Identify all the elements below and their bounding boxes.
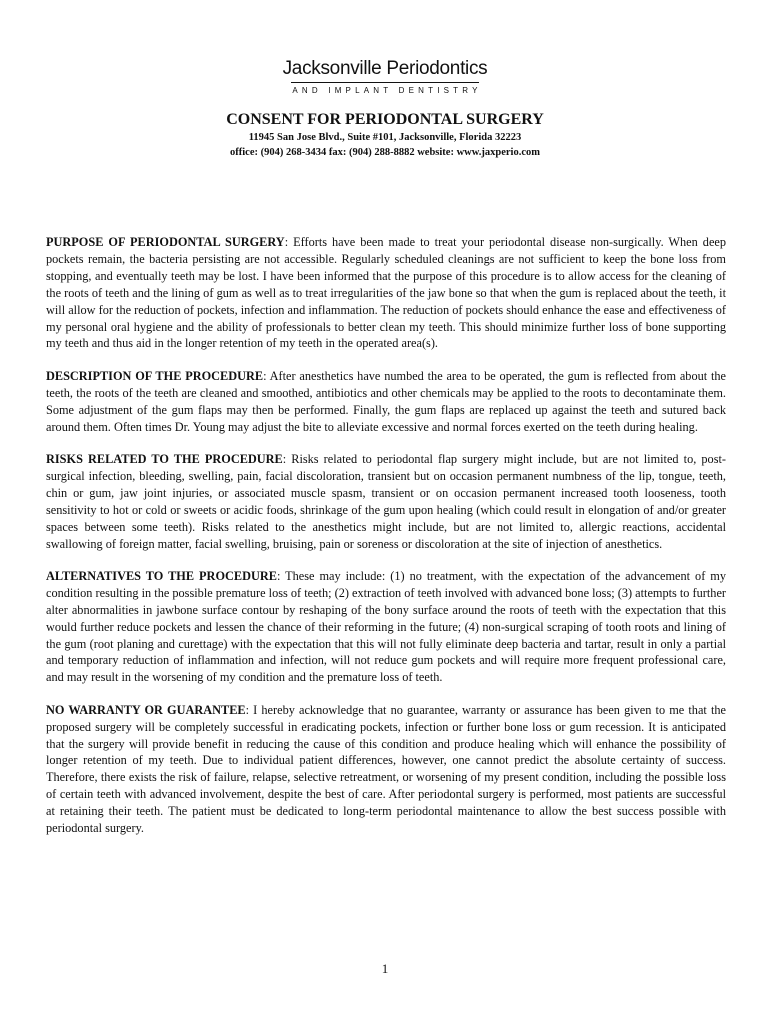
practice-contact: office: (904) 268-3434 fax: (904) 288-8882 website: www.jaxperio.com	[230, 147, 540, 158]
section-text: : After anesthetics have numbed the area to be operated, the gum is reflected from about the teeth, the roots of the teeth are cleaned and smoothed, antibiotics and other chemicals may be applied to the roots to decontaminate them. Some adjustment of the gum flaps may then be performed. Finally, the gum flaps are replaced up against the teeth and sutured back around them. Often times Dr. Young may adjust the bite to alleviate excessive and normal forces exerted on the teeth during healing.	[46, 368, 726, 434]
section-text: : I hereby acknowledge that no guarantee, warranty or assurance has been given to me that the proposed surgery will be completely successful in eradicating pockets, infection or further bone loss or gum recession. It is anticipated that the surgery will provide benefit in reducing the cause of this condition and produce healing which will enhance the possibility of longer retention of my teeth. Due to individual patient differences, however, one cannot predict the absolute certainty of success. Therefore, there exists the risk of failure, relapse, selective retreatment, or worsening of my present condition, including the possible loss of certain teeth with advanced involvement, despite the best of care. After periodontal surgery is performed, most patients are successful at retaining their teeth. The patient must be dedicated to long-term periodontal maintenance to allow the best success possible with periodontal surgery.	[46, 702, 726, 836]
section-alternatives	[46, 568, 726, 686]
section-heading: PURPOSE OF PERIODONTAL SURGERY	[46, 235, 285, 249]
section-heading: NO WARRANTY OR GUARANTEE	[46, 702, 246, 717]
logo-tagline: AND IMPLANT DENTISTRY	[292, 86, 482, 95]
page-number: 1	[381, 961, 389, 976]
section-text: : Risks related to periodontal flap surgery might include, but are not limited to, post-surgical infection, bleeding, swelling, pain, facial discoloration, transient but on occasion permanent numbness of the lip, tongue, teeth, chin or gum, jaw joint injuries, or associated muscle spasm, transient or on occasion permanent increased tooth looseness, tooth sensitivity to hot or cold or sweets or acidic foods, shrinkage of the gum upon healing (which could result in elongation of and/or greater spaces between some teeth). Risks related to the anesthetics might include, but are not limited to, allergic reactions, accidental swallowing of foreign matter, facial swelling, bruising, pain or soreness or discoloration at the site of injection of anesthetics.	[46, 451, 726, 551]
section-heading: RISKS RELATED TO THE PROCEDURE	[46, 451, 283, 466]
practice-address: 11945 San Jose Blvd., Suite #101, Jacksonville, Florida 32223	[248, 132, 522, 143]
section-heading: ALTERNATIVES TO THE PROCEDURE	[46, 568, 277, 583]
document-body	[46, 234, 726, 853]
section-heading: DESCRIPTION OF THE PROCEDURE	[46, 368, 264, 383]
page-title: CONSENT FOR PERIODONTAL SURGERY	[226, 111, 544, 128]
section-risks	[46, 451, 726, 552]
section-text: : Efforts have been made to treat your periodontal disease non-surgically. When deep pockets remain, the bacteria persisting are not accessible. Regularly scheduled cleanings are not sufficient to keep the bone loss from stopping, and eventually teeth may be lost. I have been informed that the purpose of this procedure is to allow access for the cleaning of the roots of teeth and the lining of gum as well as to treat irregularities of the jaw bone so that when the gum is replaced about the teeth, it will allow for the reduction of pockets, infection and inflammation. The reduction of pockets should enhance the ease and effectiveness of my personal oral hygiene and the ability of professionals to better clean my teeth. This should minimize further loss of bone supporting my teeth and thus aid in the longer retention of my teeth in the operated area(s).	[46, 235, 727, 351]
practice-logo	[0, 58, 770, 95]
logo-rule	[291, 82, 479, 83]
section-text: : These may include: (1) no treatment, with the expectation of the advancement of my condition resulting in the possible premature loss of teeth; (2) extraction of teeth involved with advanced bone loss; (3) attempts to further alter abnormalities in jawbone surface contour by reshaping of the bony surface around the roots of teeth with the expectation that this would further reduce pockets and lessen the chance of their reforming in the future; (4) non-surgical scraping of tooth roots and lining of the gum (root planing and curettage) with the expectation that this will not fully eliminate deep bacteria and tartar, result in only a partial and temporary reduction of inflammation and infection, will not reduce gum pockets and will require more frequent professional care, and may result in the worsening of my condition and the premature loss of teeth.	[46, 568, 726, 685]
section-description	[46, 368, 726, 436]
section-purpose	[46, 234, 726, 352]
logo-name: Jacksonville Periodontics	[282, 58, 488, 79]
section-no-warranty	[46, 702, 726, 837]
